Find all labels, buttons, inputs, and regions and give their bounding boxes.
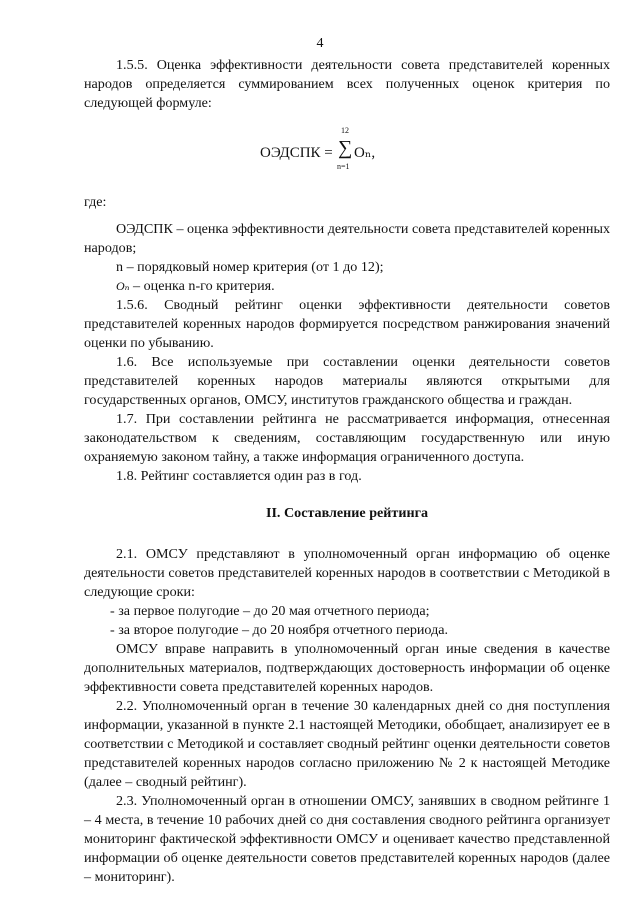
paragraph-2-2: 2.2. Уполномоченный орган в течение 30 календарных дней со дня поступления информации, указанной в пункте 2.1 настоящей Методики, обобщает, анализирует ее в соответствии с Методикой и составляет сводный рейтинг оценки деятельности советов представителей коренных народов согласно приложению № 2 к настоящей Методике (далее – сводный рейтинг). (84, 698, 610, 790)
paragraph-2-1: 2.1. ОМСУ представляют в уполномоченный орган информацию об оценке деятельности советов представителей коренных народов в соответствии с Методикой в следующие сроки: (84, 546, 610, 600)
definition-n: n – порядковый номер критерия (от 1 до 12); (116, 259, 384, 275)
formula-rhs: Oₙ, (354, 145, 376, 161)
section-title: II. Составление рейтинга (265, 505, 429, 521)
on-symbol: Oₙ (116, 279, 130, 293)
definition-on (84, 277, 610, 296)
page-number: 4 (316, 36, 324, 51)
definition-oedspk: ОЭДСПК – оценка эффективности деятельности совета представителей коренных народов; (84, 221, 610, 256)
paragraph-1-7: 1.7. При составлении рейтинга не рассматривается информация, отнесенная законодательством к сведениям, составляющим государственную или иную охраняемую законом тайну, а также информация ограниченного доступа. (84, 411, 610, 465)
list-item: - за первое полугодие – до 20 мая отчетного периода; (110, 603, 430, 619)
paragraph-1-5-6: 1.5.6. Сводный рейтинг оценки эффективности деятельности советов представителей коренных народов формируется посредством ранжирования значений оценки по убыванию. (84, 297, 610, 351)
definition-on-text: – оценка n-го критерия. (129, 278, 275, 294)
paragraph-1-8: 1.8. Рейтинг составляется один раз в год. (116, 468, 362, 484)
paragraph-2-3: 2.3. Уполномоченный орган в отношении ОМСУ, занявших в сводном рейтинге 1 – 4 места, в течение 10 рабочих дней со дня составления сводного рейтинга организует мониторинг фактической эффективности ОМСУ и оценивает качество представленной информации об оценке деятельности советов представителей коренных народов (далее – мониторинг). (84, 793, 610, 885)
list-item: - за второе полугодие – до 20 ноября отчетного периода. (110, 622, 449, 638)
formula (84, 125, 610, 179)
document-body (84, 56, 610, 887)
formula-upper-limit: 12 (341, 126, 349, 135)
paragraph-1-5-5: 1.5.5. Оценка эффективности деятельности совета представителей коренных народов определяется суммированием всех полученных оценок критерия по следующей формуле: (84, 57, 610, 111)
where-label: где: (84, 194, 107, 210)
sigma-symbol: ∑ (338, 137, 353, 159)
formula-lower-limit: n=1 (337, 162, 350, 171)
paragraph-2-1-extra: ОМСУ вправе направить в уполномоченный орган иные сведения в качестве дополнительных материалов, подтверждающих достоверность информации об оценке эффективности совета представителей коренных народов. (84, 641, 610, 695)
paragraph-1-6: 1.6. Все используемые при составлении оценки деятельности советов представителей коренных народов материалы являются открытыми для государственных органов, ОМСУ, институтов гражданского общества и граждан. (84, 354, 610, 408)
formula-lhs: ОЭДСПК = (260, 145, 333, 161)
